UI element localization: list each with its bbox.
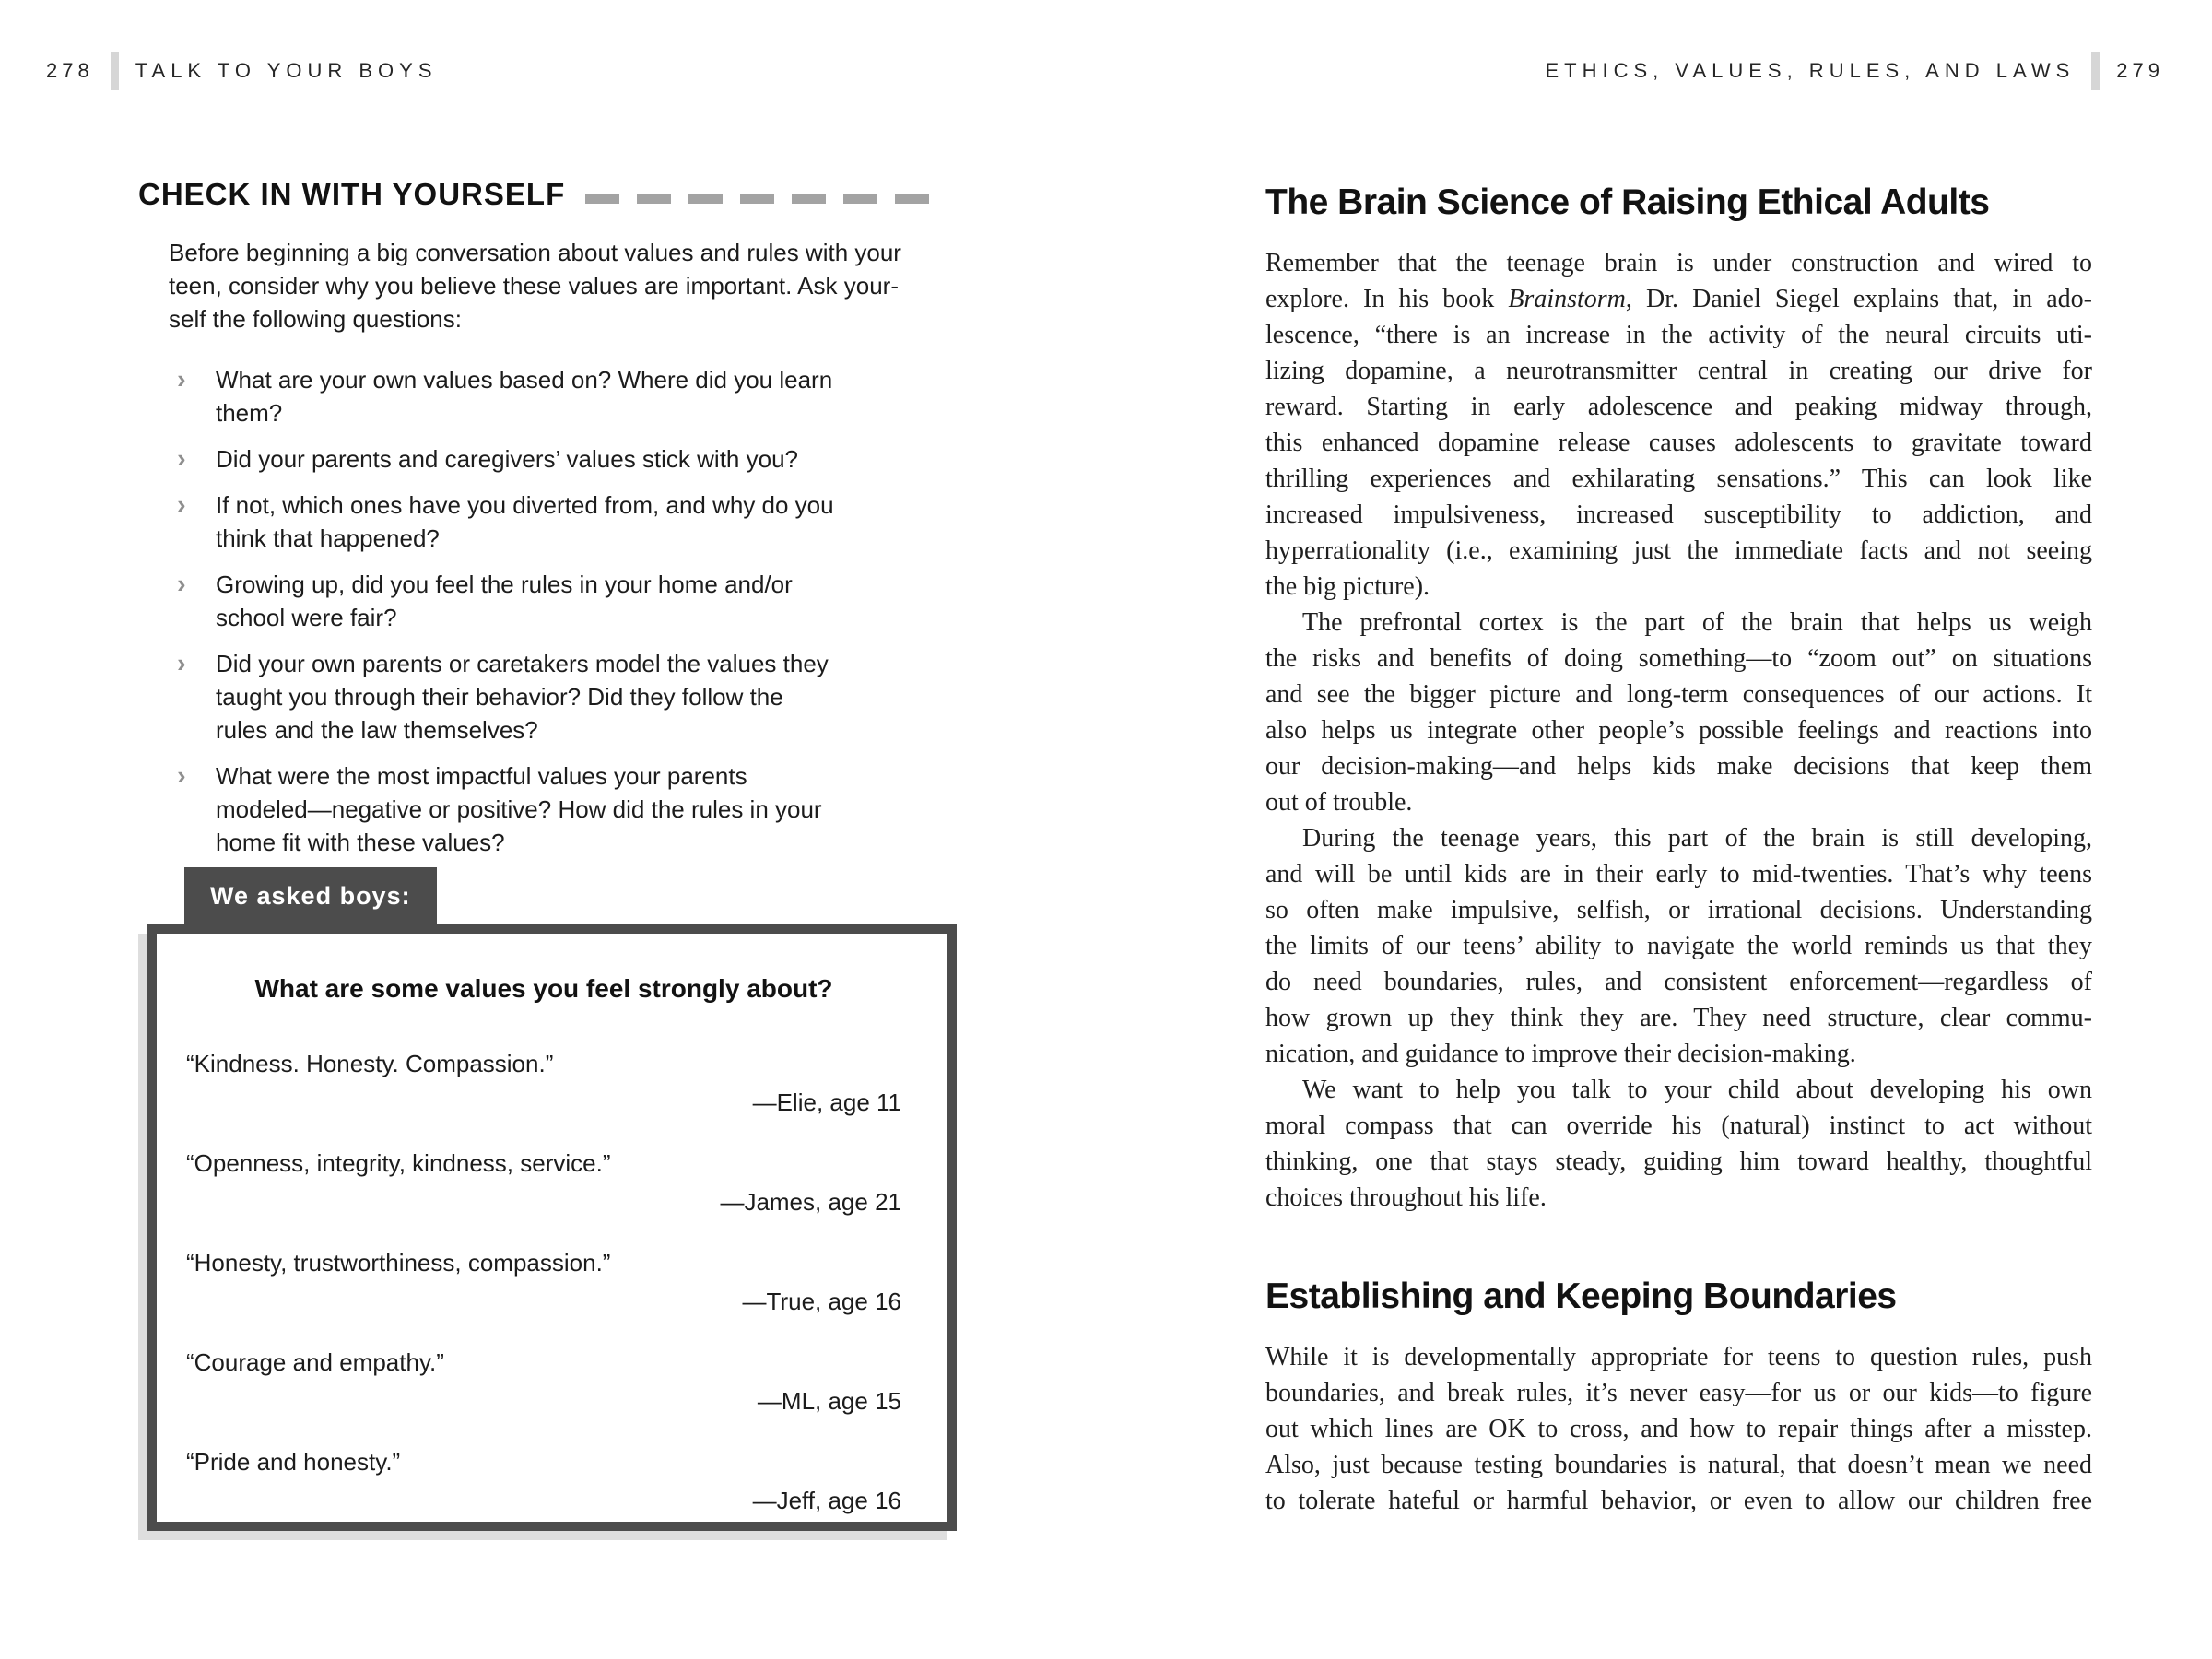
text-line: home fit with these values? bbox=[216, 829, 505, 856]
text-line: this enhanced dopamine release causes adolescents to gravitate toward bbox=[1265, 429, 2092, 457]
right-running-title: ETHICS, VALUES, RULES, AND LAWS bbox=[1545, 59, 2076, 82]
text-line: lescence, “there is an increase in the activity of the neural circuits uti- bbox=[1265, 321, 2092, 349]
section-body bbox=[1265, 1339, 2092, 1519]
dash-icon bbox=[637, 194, 671, 204]
chevron-bullet-icon: › bbox=[177, 365, 186, 394]
quote-text: “Honesty, trustworthiness, compassion.” bbox=[186, 1249, 611, 1277]
we-asked-boys-tab: We asked boys: bbox=[184, 867, 437, 925]
quote-attribution: —James, age 21 bbox=[720, 1188, 901, 1216]
text-line: reward. Starting in early adolescence and peaking midway through, bbox=[1265, 393, 2092, 421]
text-line: Remember that the teenage brain is under construction and wired to bbox=[1265, 249, 2092, 277]
text-line: What are your own values based on? Where did you learn bbox=[216, 366, 833, 394]
quote-attribution: —ML, age 15 bbox=[757, 1387, 901, 1415]
list-item bbox=[177, 363, 960, 429]
left-running-title: TALK TO YOUR BOYS bbox=[135, 59, 438, 82]
dash-icon bbox=[895, 194, 929, 204]
text-line: increased impulsiveness, increased susceptibility to addiction, and bbox=[1265, 500, 2092, 529]
text-line: Did your own parents or caretakers model the values they bbox=[216, 650, 829, 677]
text-line: moral compass that can override his (natural) instinct to act without bbox=[1265, 1112, 2092, 1140]
text-line: think that happened? bbox=[216, 524, 440, 552]
chevron-bullet-icon: › bbox=[177, 570, 186, 599]
header-divider-bar bbox=[2091, 52, 2100, 90]
right-running-header bbox=[1546, 52, 2165, 90]
text-line: nication, and guidance to improve their decision-making. bbox=[1265, 1040, 1856, 1068]
text-line: the risks and benefits of doing something—to “zoom out” on situations bbox=[1265, 644, 2092, 673]
text-line: What were the most impactful values your parents bbox=[216, 762, 747, 790]
paragraph bbox=[1265, 1339, 2092, 1519]
check-in-section bbox=[138, 177, 960, 859]
list-item bbox=[177, 647, 960, 747]
boy-quote bbox=[186, 1448, 901, 1514]
list-item bbox=[177, 759, 960, 859]
quote-box-question: What are some values you feel strongly about? bbox=[254, 974, 833, 1003]
page-number-left: 278 bbox=[46, 59, 94, 82]
page-number-right: 279 bbox=[2116, 59, 2164, 82]
paragraph bbox=[1265, 1072, 2092, 1216]
check-in-heading-row bbox=[138, 177, 960, 212]
text-line: taught you through their behavior? Did they follow the bbox=[216, 683, 783, 711]
text-line: them? bbox=[216, 399, 283, 427]
paragraph bbox=[1265, 820, 2092, 1072]
text-line: While it is developmentally appropriate for teens to question rules, push bbox=[1265, 1343, 2092, 1371]
quote-attribution: —True, age 16 bbox=[742, 1288, 901, 1315]
dash-icon bbox=[843, 194, 877, 204]
check-in-intro bbox=[169, 236, 960, 335]
quote-text: “Kindness. Honesty. Compassion.” bbox=[186, 1050, 554, 1077]
text-line: out which lines are OK to cross, and how to repair things after a misstep. bbox=[1265, 1415, 2092, 1443]
text-line: hyperrationality (i.e., examining just the immediate facts and not seeing bbox=[1265, 536, 2092, 565]
chevron-bullet-icon: › bbox=[177, 444, 186, 474]
text-line: The prefrontal cortex is the part of the brain that helps us weigh bbox=[1302, 608, 2092, 637]
text-line: school were fair? bbox=[216, 604, 397, 631]
text-line: to tolerate hateful or harmful behavior, or even to allow our children free bbox=[1265, 1487, 2092, 1515]
paragraph bbox=[1265, 245, 2092, 605]
text-line: rules and the law themselves? bbox=[216, 716, 538, 744]
text-line: During the teenage years, this part of the brain is still developing, bbox=[1302, 824, 2092, 853]
text-line: how grown up they think they are. They need structure, clear commu- bbox=[1265, 1004, 2092, 1032]
text-line: choices throughout his life. bbox=[1265, 1183, 1547, 1212]
text-line: and see the bigger picture and long-term consequences of our actions. It bbox=[1265, 680, 2092, 709]
right-page-content bbox=[1265, 181, 2092, 1519]
list-item bbox=[177, 442, 960, 476]
text-line: out of trouble. bbox=[1265, 788, 1413, 817]
quote-text: “Courage and empathy.” bbox=[186, 1348, 444, 1376]
text-line: also helps us integrate other people’s possible feelings and reactions into bbox=[1265, 716, 2092, 745]
text-line: lizing dopamine, a neurotransmitter central in creating our drive for bbox=[1265, 357, 2092, 385]
chevron-bullet-icon: › bbox=[177, 490, 186, 520]
text-line: Before beginning a big conversation about values and rules with your bbox=[169, 239, 901, 266]
dash-icon bbox=[740, 194, 774, 204]
quote-attribution: —Elie, age 11 bbox=[752, 1088, 901, 1116]
list-item-text bbox=[216, 363, 832, 429]
dash-decoration bbox=[585, 186, 929, 204]
list-item-text bbox=[216, 568, 793, 634]
section-heading-boundaries: Establishing and Keeping Boundaries bbox=[1265, 1277, 1897, 1316]
boy-quote bbox=[186, 1149, 901, 1216]
text-line: Growing up, did you feel the rules in your home and/or bbox=[216, 571, 793, 598]
boy-quote bbox=[186, 1348, 901, 1415]
text-line: If not, which ones have you diverted from, and why do you bbox=[216, 491, 834, 519]
text-line: We want to help you talk to your child about developing his own bbox=[1302, 1076, 2092, 1104]
check-in-title: CHECK IN WITH YOURSELF bbox=[138, 177, 566, 211]
list-item bbox=[177, 568, 960, 634]
list-item-text bbox=[216, 488, 834, 555]
quote-box bbox=[147, 924, 957, 1531]
dash-icon bbox=[792, 194, 826, 204]
dash-icon bbox=[688, 194, 723, 204]
text-line: the limits of our teens’ ability to navigate the world reminds us that they bbox=[1265, 932, 2092, 960]
text-line: Also, just because testing boundaries is natural, that doesn’t mean we need bbox=[1265, 1451, 2092, 1479]
header-divider-bar bbox=[111, 52, 119, 90]
text-line: boundaries, and break rules, it’s never easy—for us or our kids—to figure bbox=[1265, 1379, 2092, 1407]
text-line: thrilling experiences and exhilarating sensations.” This can look like bbox=[1265, 465, 2092, 493]
boy-quote bbox=[186, 1050, 901, 1116]
boy-quote bbox=[186, 1249, 901, 1315]
list-item-text bbox=[216, 647, 829, 747]
list-item-text bbox=[216, 442, 798, 476]
text-line: explore. In his book Brainstorm, Dr. Daniel Siegel explains that, in ado- bbox=[1265, 285, 2092, 313]
text-line: and will be until kids are in their early to mid-twenties. That’s why teens bbox=[1265, 860, 2092, 888]
quote-text: “Openness, integrity, kindness, service.” bbox=[186, 1149, 611, 1177]
section-body bbox=[1265, 245, 2092, 1216]
text-line: the big picture). bbox=[1265, 572, 1430, 601]
quote-attribution: —Jeff, age 16 bbox=[752, 1487, 901, 1514]
left-running-header bbox=[46, 52, 438, 90]
text-line: so often make impulsive, selfish, or irrational decisions. Understanding bbox=[1265, 896, 2092, 924]
text-line: Did your parents and caregivers’ values stick with you? bbox=[216, 445, 798, 473]
list-item bbox=[177, 488, 960, 555]
chevron-bullet-icon: › bbox=[177, 649, 186, 678]
chevron-bullet-icon: › bbox=[177, 761, 186, 791]
text-line: do need boundaries, rules, and consistent enforcement—regardless of bbox=[1265, 968, 2092, 996]
text-line: modeled—negative or positive? How did the rules in your bbox=[216, 795, 822, 823]
text-line: thinking, one that stays steady, guiding him toward healthy, thoughtful bbox=[1265, 1147, 2092, 1176]
dash-icon bbox=[585, 194, 619, 204]
text-line: our decision-making—and helps kids make decisions that keep them bbox=[1265, 752, 2092, 781]
text-line: self the following questions: bbox=[169, 305, 462, 333]
text-line: teen, consider why you believe these values are important. Ask your- bbox=[169, 272, 899, 300]
section-heading-brain-science: The Brain Science of Raising Ethical Adults bbox=[1265, 182, 1990, 222]
list-item-text bbox=[216, 759, 822, 859]
paragraph bbox=[1265, 605, 2092, 820]
quote-list bbox=[186, 1050, 901, 1514]
quote-text: “Pride and honesty.” bbox=[186, 1448, 401, 1476]
check-in-question-list bbox=[177, 363, 960, 859]
